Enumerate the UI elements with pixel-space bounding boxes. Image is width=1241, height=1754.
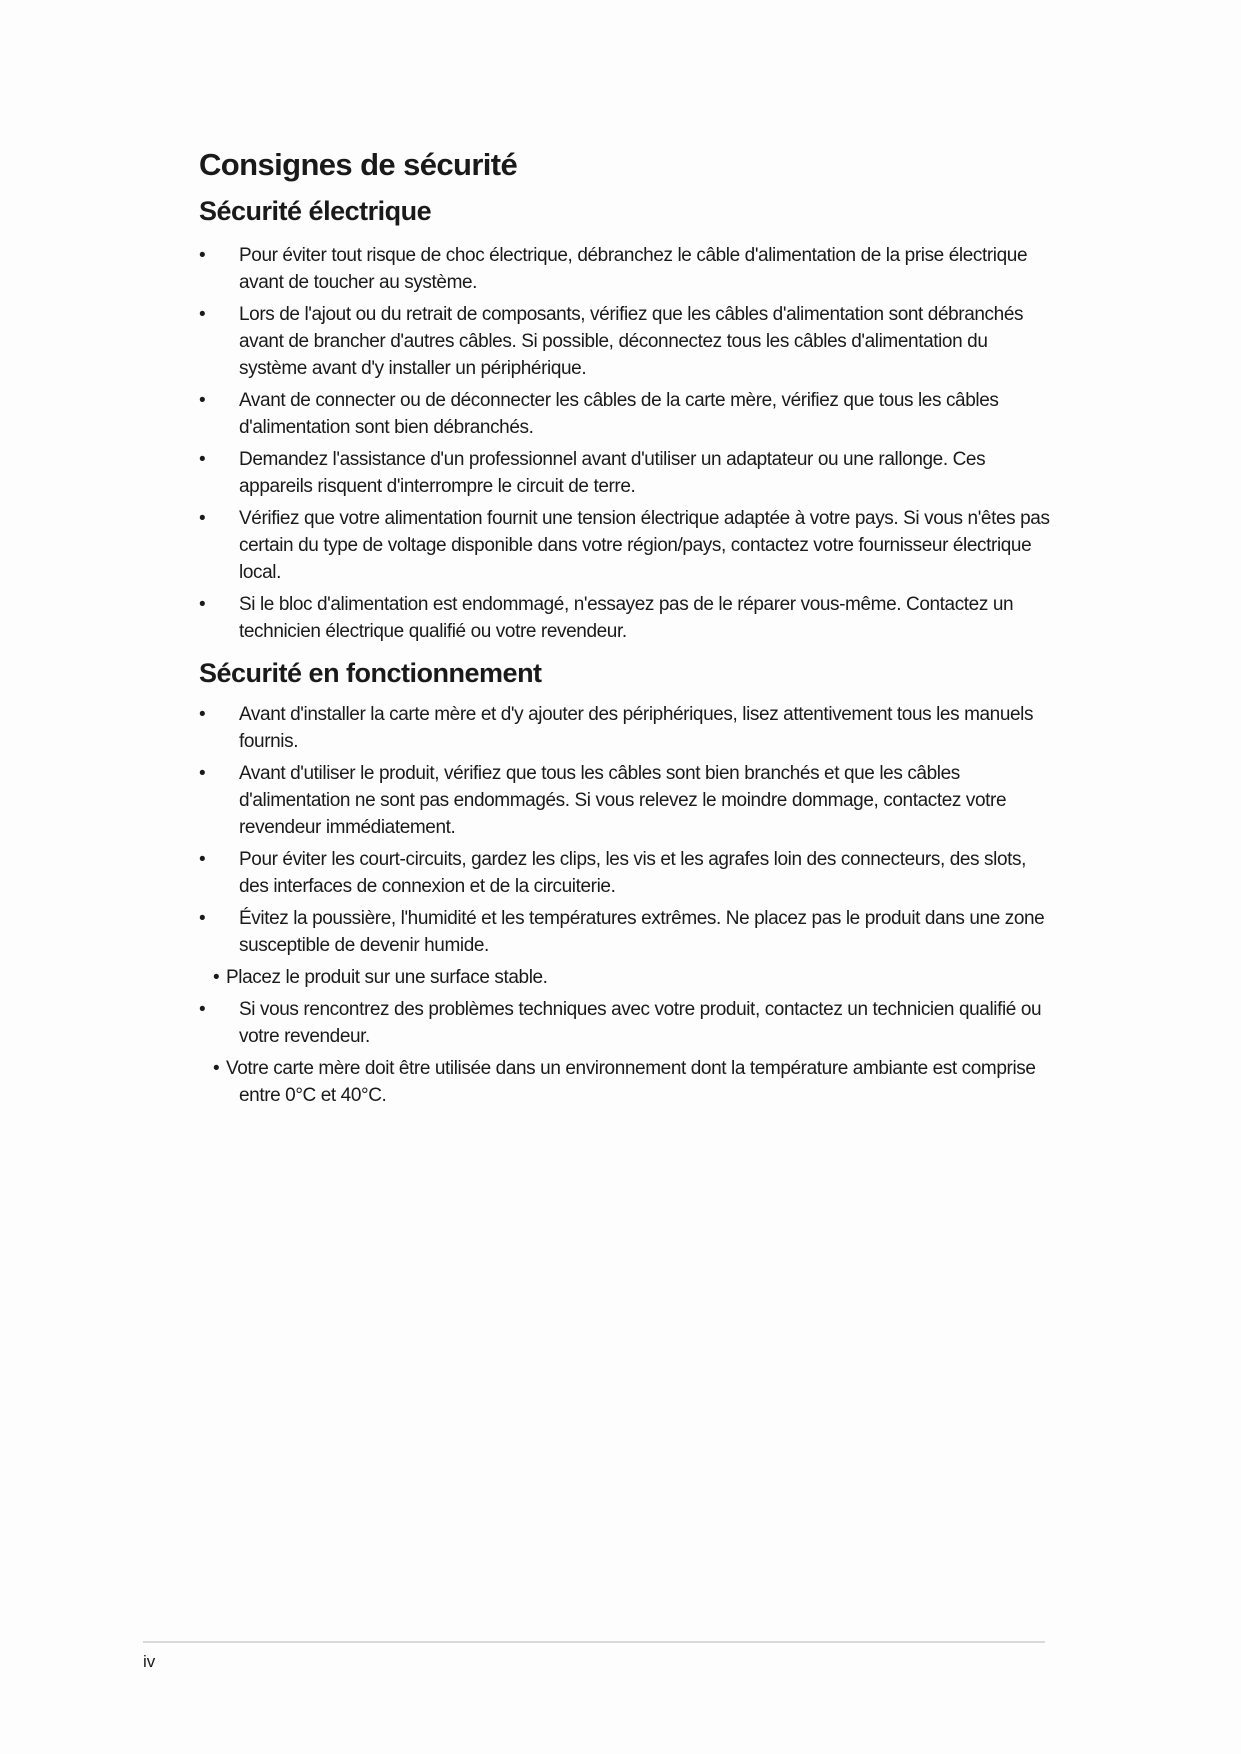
- list-item: • Votre carte mère doit être utilisée dans un environnement dont la température ambiante est comprise entre 0°C et 40°C.: [199, 1055, 1059, 1109]
- bullet-icon: •: [199, 303, 206, 325]
- list-item: • Vérifiez que votre alimentation fournit une tension électrique adaptée à votre pays. Si vous n'êtes pas certain du type de voltage disponible dans votre région/pays, contactez votre fournisseur électrique local.: [199, 505, 1059, 586]
- list-item: • Pour éviter tout risque de choc électrique, débranchez le câble d'alimentation de la prise électrique avant de toucher au système.: [199, 242, 1059, 296]
- section-heading-operation: Sécurité en fonctionnement: [199, 657, 542, 688]
- section-heading-electrical: Sécurité électrique: [199, 196, 432, 227]
- list-item: • Évitez la poussière, l'humidité et les températures extrêmes. Ne placez pas le produit dans une zone susceptible de devenir humide.: [199, 905, 1059, 959]
- list-item: • Si vous rencontrez des problèmes techniques avec votre produit, contactez un technicien qualifié ou votre revendeur.: [199, 996, 1059, 1050]
- bullet-icon: •: [199, 848, 206, 870]
- bullet-icon: •: [199, 907, 206, 929]
- list-item: • Demandez l'assistance d'un professionnel avant d'utiliser un adaptateur ou une rallonge. Ces appareils risquent d'interrompre le circuit de terre.: [199, 446, 1059, 500]
- bullet-icon: •: [199, 507, 206, 529]
- list-item: • Si le bloc d'alimentation est endommagé, n'essayez pas de le réparer vous-même. Contactez un technicien électrique qualifié ou votre revendeur.: [199, 591, 1059, 645]
- bullet-icon: •: [199, 703, 206, 725]
- bullet-icon: •: [213, 966, 220, 988]
- electrical-safety-list: [199, 242, 1059, 645]
- bullet-icon: •: [199, 389, 206, 411]
- bullet-icon: •: [199, 593, 206, 615]
- list-item: • Pour éviter les court-circuits, gardez les clips, les vis et les agrafes loin des connecteurs, des slots, des interfaces de connexion et de la circuiterie.: [199, 846, 1059, 900]
- bullet-icon: •: [199, 998, 206, 1020]
- bullet-icon: •: [199, 244, 206, 266]
- operation-safety-list: [199, 701, 1059, 1109]
- bullet-icon: •: [199, 448, 206, 470]
- page-title: Consignes de sécurité: [199, 147, 518, 182]
- bullet-icon: •: [199, 762, 206, 784]
- list-item: • Avant de connecter ou de déconnecter les câbles de la carte mère, vérifiez que tous les câbles d'alimentation sont bien débranchés.: [199, 387, 1059, 441]
- footer-divider: [143, 1641, 1045, 1643]
- list-item: • Avant d'utiliser le produit, vérifiez que tous les câbles sont bien branchés et que les câbles d'alimentation ne sont pas endommagés. Si vous relevez le moindre dommage, contactez votre revendeur immédiatement.: [199, 760, 1059, 841]
- page-content: [199, 146, 1059, 1114]
- bullet-icon: •: [213, 1057, 220, 1079]
- page-number: iv: [143, 1652, 156, 1671]
- list-item: • Lors de l'ajout ou du retrait de composants, vérifiez que les câbles d'alimentation sont débranchés avant de brancher d'autres câbles. Si possible, déconnectez tous les câbles d'alimentation du système avant d'y installer un périphérique.: [199, 301, 1059, 382]
- list-item: • Avant d'installer la carte mère et d'y ajouter des périphériques, lisez attentivement tous les manuels fournis.: [199, 701, 1059, 755]
- list-item: • Placez le produit sur une surface stable.: [199, 964, 1059, 991]
